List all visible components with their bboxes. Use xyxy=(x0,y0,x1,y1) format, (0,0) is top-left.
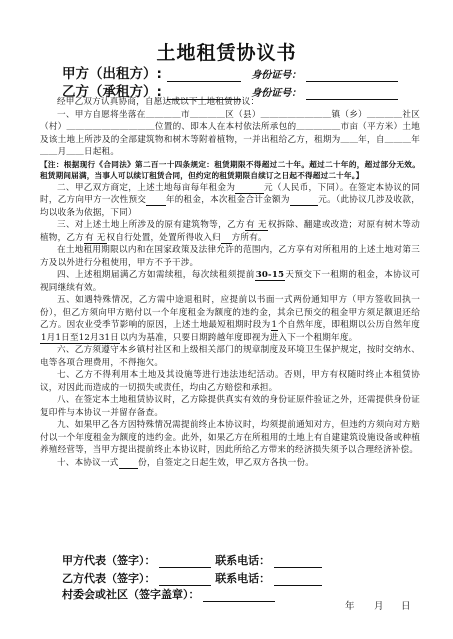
party-b-sign-blank[interactable] xyxy=(159,573,211,586)
clause-3-sublease: 在土地租用期限以内和在国家政策及法律允许的范围内，乙方享有对所租用的上述土地对第三方及以外进行分租使用，甲方不予干涉。 xyxy=(40,245,420,268)
document-title: 土地租赁协议书 xyxy=(156,42,297,64)
date-year: 年 xyxy=(345,601,355,612)
clause-6: 六、乙方须遵守本乡镇村社区和上级相关部门的规章制度及环境卫生保护规定，按时交纳水、电等各项合理费用，不得拖欠。 xyxy=(40,345,420,368)
clause-2: 二、甲乙双方商定，上述土地每亩每年租金为 元（人民币，下同）。在签定本协议的同时，乙方向甲方一次性预交 年的租金，本次租金合计金额为 元。（此协议几涉及收款，均以收条为依据，下同） xyxy=(40,182,421,218)
clause-5: 五、如遇特殊情况，乙方需中途退租时，应提前以书面一式两份通知甲方（甲方签收回执一份），但乙方须向甲方赔付以一个年度租金为额度的违约金，其余已预交的租金甲方须足额退还给乙方。因农业受季节影响的原因，上述土地最短租期时段为1个自然年度，即租期以公历自然年度1月1日至12月31日以内为基准，只要日期跨越年度即视为进入下一个租期年度。 xyxy=(40,295,421,343)
village-signature-line xyxy=(62,586,275,602)
clause-7: 七、乙方不得利用本土地及其设施等进行违法违纪活动。否则，甲方有权随时终止本租赁协议，对因此而造成的一切损失或责任，均由乙方赔偿和承担。 xyxy=(40,370,420,393)
agreement-body xyxy=(40,96,420,469)
clause-4: 四、上述租期届满乙方如需续租，每次续租须提前30-15天预交下一租期的租金，本协议可视同继续有效。 xyxy=(40,270,420,293)
party-b-sign-label: 乙方代表（签字）： xyxy=(62,572,156,585)
party-b-phone-blank[interactable] xyxy=(274,573,322,586)
date-month: 月 xyxy=(374,601,384,612)
intro-paragraph: 经甲乙双方认真协商，自愿达成以下土地租赁协议： xyxy=(57,97,260,107)
party-a-id-label: 身份证号： xyxy=(251,70,302,81)
party-a-phone-blank[interactable] xyxy=(274,555,322,568)
party-a-sign-blank[interactable] xyxy=(159,555,211,568)
party-b-id-label: 身份证号： xyxy=(251,88,302,99)
clause-3: 三、对上述土地上所涉及的原有建筑物等，乙方有 无权拆除、翻建或改造；对原有树木等动植物，乙方有 无权自行处置，处置所得收入归 方所有。 xyxy=(40,220,420,243)
village-sign-label: 村委会或社区（签字盖章）： xyxy=(62,588,200,601)
party-a-label: 甲方（出租方）: xyxy=(62,66,162,82)
legal-note: 【注：根据现行《合同法》第二百一十四条规定：租赁期限不得超过二十年。超过二十年的，超过部分无效。租赁期间届满，当事人可以续订租赁合同，但约定的租赁期限自续订之日起不得超过二十年。】 xyxy=(40,159,420,180)
party-b-signature-line xyxy=(62,570,322,586)
party-a-signature-line xyxy=(62,552,322,568)
clause-10: 十、本协议一式 份，自签定之日起生效，甲乙双方各执一份。 xyxy=(57,457,315,468)
party-a-phone-label: 联系电话： xyxy=(215,554,271,567)
party-b-phone-label: 联系电话： xyxy=(215,572,271,585)
party-a-sign-label: 甲方代表（签字）： xyxy=(62,554,156,567)
clause-9: 九、如果甲乙各方因特殊情况需提前终止本协议时，均须提前通知对方，但违约方须向对方赔付以一个年度租金为额度的违约金。此外，如果乙方在所租用的土地上有自建建筑设施设备或种植养殖经营等，当甲方提出提前终止本协议时，因此所给乙方带来的经济损失须予以合理经济补偿。 xyxy=(40,420,420,455)
party-a-line xyxy=(62,62,398,82)
clause-8: 八、在签定本土地租赁协议时，乙方除提供真实有效的身份证原件验证之外，还需提供身份证复印件与本协议一并留存备查。 xyxy=(40,395,420,418)
party-b-label: 乙方（承租方）: xyxy=(62,84,162,100)
village-sign-blank[interactable] xyxy=(203,589,275,602)
clause-1: 一、甲方自愿将坐落在＿＿＿＿市＿＿＿＿区（县）＿＿＿＿＿＿＿＿镇（乡）＿＿＿＿社区（村）＿＿＿＿＿＿＿＿＿＿位置的、即本人在本村依法所承包的＿＿＿＿＿市亩（平方米）土地及该土地上所涉及的全部建筑物和树木等附着植物，一并出租给乙方，租期为＿＿年，自＿＿＿年＿＿月＿＿日起租。 xyxy=(40,109,420,157)
date-day: 日 xyxy=(401,601,411,612)
